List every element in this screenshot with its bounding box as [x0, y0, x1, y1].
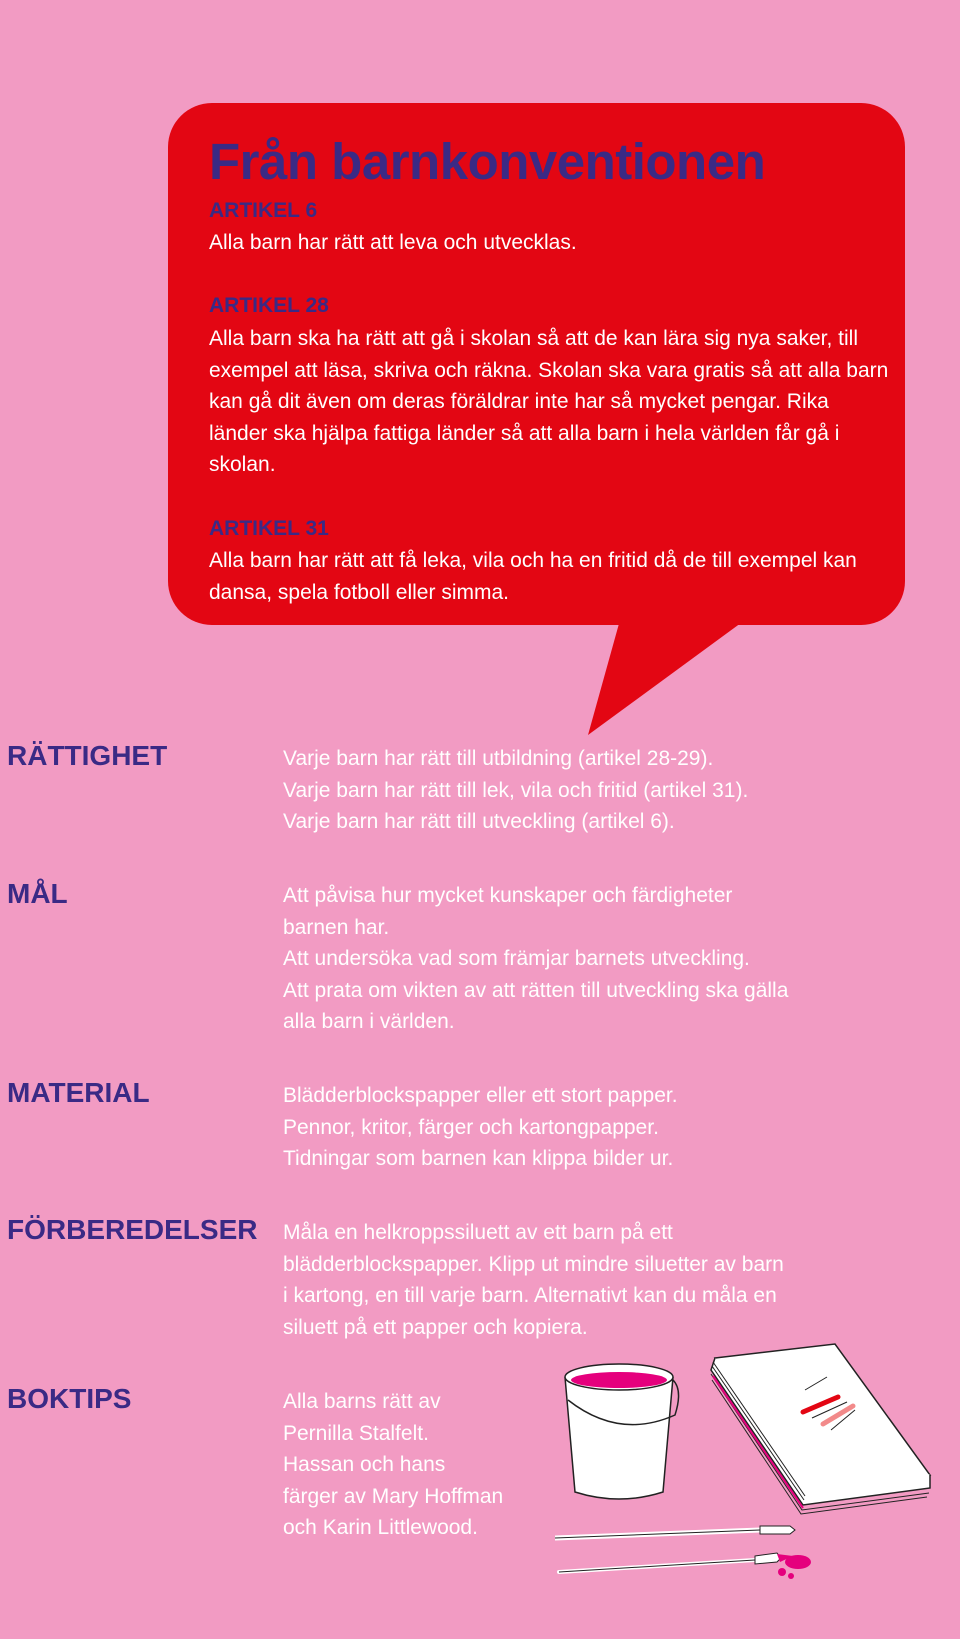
- text-line: Att undersöka vad som främjar barnets utveckling.: [283, 947, 750, 970]
- paper-stack-icon: [711, 1344, 930, 1514]
- text-line: siluett på ett papper och kopiera.: [283, 1315, 588, 1339]
- paintbrush-icon: [555, 1526, 811, 1579]
- article-6-heading: ARTIKEL 6: [209, 199, 318, 222]
- text-line: blädderblockspapper. Klipp ut mindre siluetter av barn: [283, 1252, 784, 1276]
- text-line: Att påvisa hur mycket kunskaper och färdigheter: [283, 884, 733, 907]
- text-line: Varje barn har rätt till utbildning (artikel 28-29).: [283, 747, 714, 770]
- text-line: och Karin Littlewood.: [283, 1516, 478, 1539]
- section-label-material: MATERIAL: [7, 1077, 150, 1108]
- section-body-material: [283, 1080, 678, 1175]
- text-line: Varje barn har rätt till utveckling (artikel 6).: [283, 810, 675, 833]
- paint-bucket-icon: [565, 1364, 679, 1499]
- article-28-heading: ARTIKEL 28: [209, 294, 329, 317]
- text-line: Hassan och hans: [283, 1453, 446, 1476]
- section-body-mal: [283, 880, 788, 1038]
- section-label-boktips: BOKTIPS: [7, 1383, 132, 1414]
- text-line: i kartong, en till varje barn. Alternativt kan du måla en: [283, 1284, 777, 1307]
- text-line: Måla en helkroppssiluett av ett barn på ett: [283, 1221, 673, 1244]
- text-line: Pernilla Stalfelt.: [283, 1421, 429, 1445]
- text-line: alla barn i världen.: [283, 1010, 455, 1033]
- text-line: färger av Mary Hoffman: [283, 1484, 504, 1508]
- text-line: Pennor, kritor, färger och kartongpapper.: [283, 1115, 659, 1139]
- text-line: Tidningar som barnen kan klippa bilder ur.: [283, 1147, 674, 1170]
- section-label-forberedelser: FÖRBEREDELSER: [7, 1214, 258, 1245]
- section-body-rattighet: [283, 743, 748, 838]
- bubble-title: Från barnkonventionen: [209, 133, 766, 190]
- text-line: Varje barn har rätt till lek, vila och fritid (artikel 31).: [283, 778, 749, 802]
- article-31-heading: ARTIKEL 31: [209, 517, 329, 540]
- text-line: barnen har.: [283, 915, 390, 939]
- section-body-forberedelser: [283, 1217, 784, 1343]
- article-6-text: Alla barn har rätt att leva och utvecklas.: [209, 231, 577, 254]
- article-28-text: Alla barn ska ha rätt att gå i skolan så att de kan lära sig nya saker, till exempel att läsa, skriva och räkna. Skolan ska vara gratis så att alla barn kan gå dit även om deras föräldrar inte har så mycket pengar. Rika länder ska hjälpa fattiga länder så att alla barn i hela världen får gå i skolan.: [209, 327, 889, 476]
- article-31-text: Alla barn har rätt att få leka, vila och ha en fritid då de till exempel kan dansa, spela fotboll eller simma.: [209, 549, 857, 604]
- text-line: Att prata om vikten av att rätten till utveckling ska gälla: [283, 978, 789, 1002]
- text-line: Blädderblockspapper eller ett stort papper.: [283, 1084, 678, 1107]
- art-supplies-illustration: [555, 1340, 955, 1610]
- text-line: Alla barns rätt av: [283, 1390, 441, 1413]
- section-body-boktips: [283, 1386, 503, 1544]
- section-label-mal: MÅL: [7, 878, 68, 909]
- section-label-rattighet: RÄTTIGHET: [7, 740, 168, 771]
